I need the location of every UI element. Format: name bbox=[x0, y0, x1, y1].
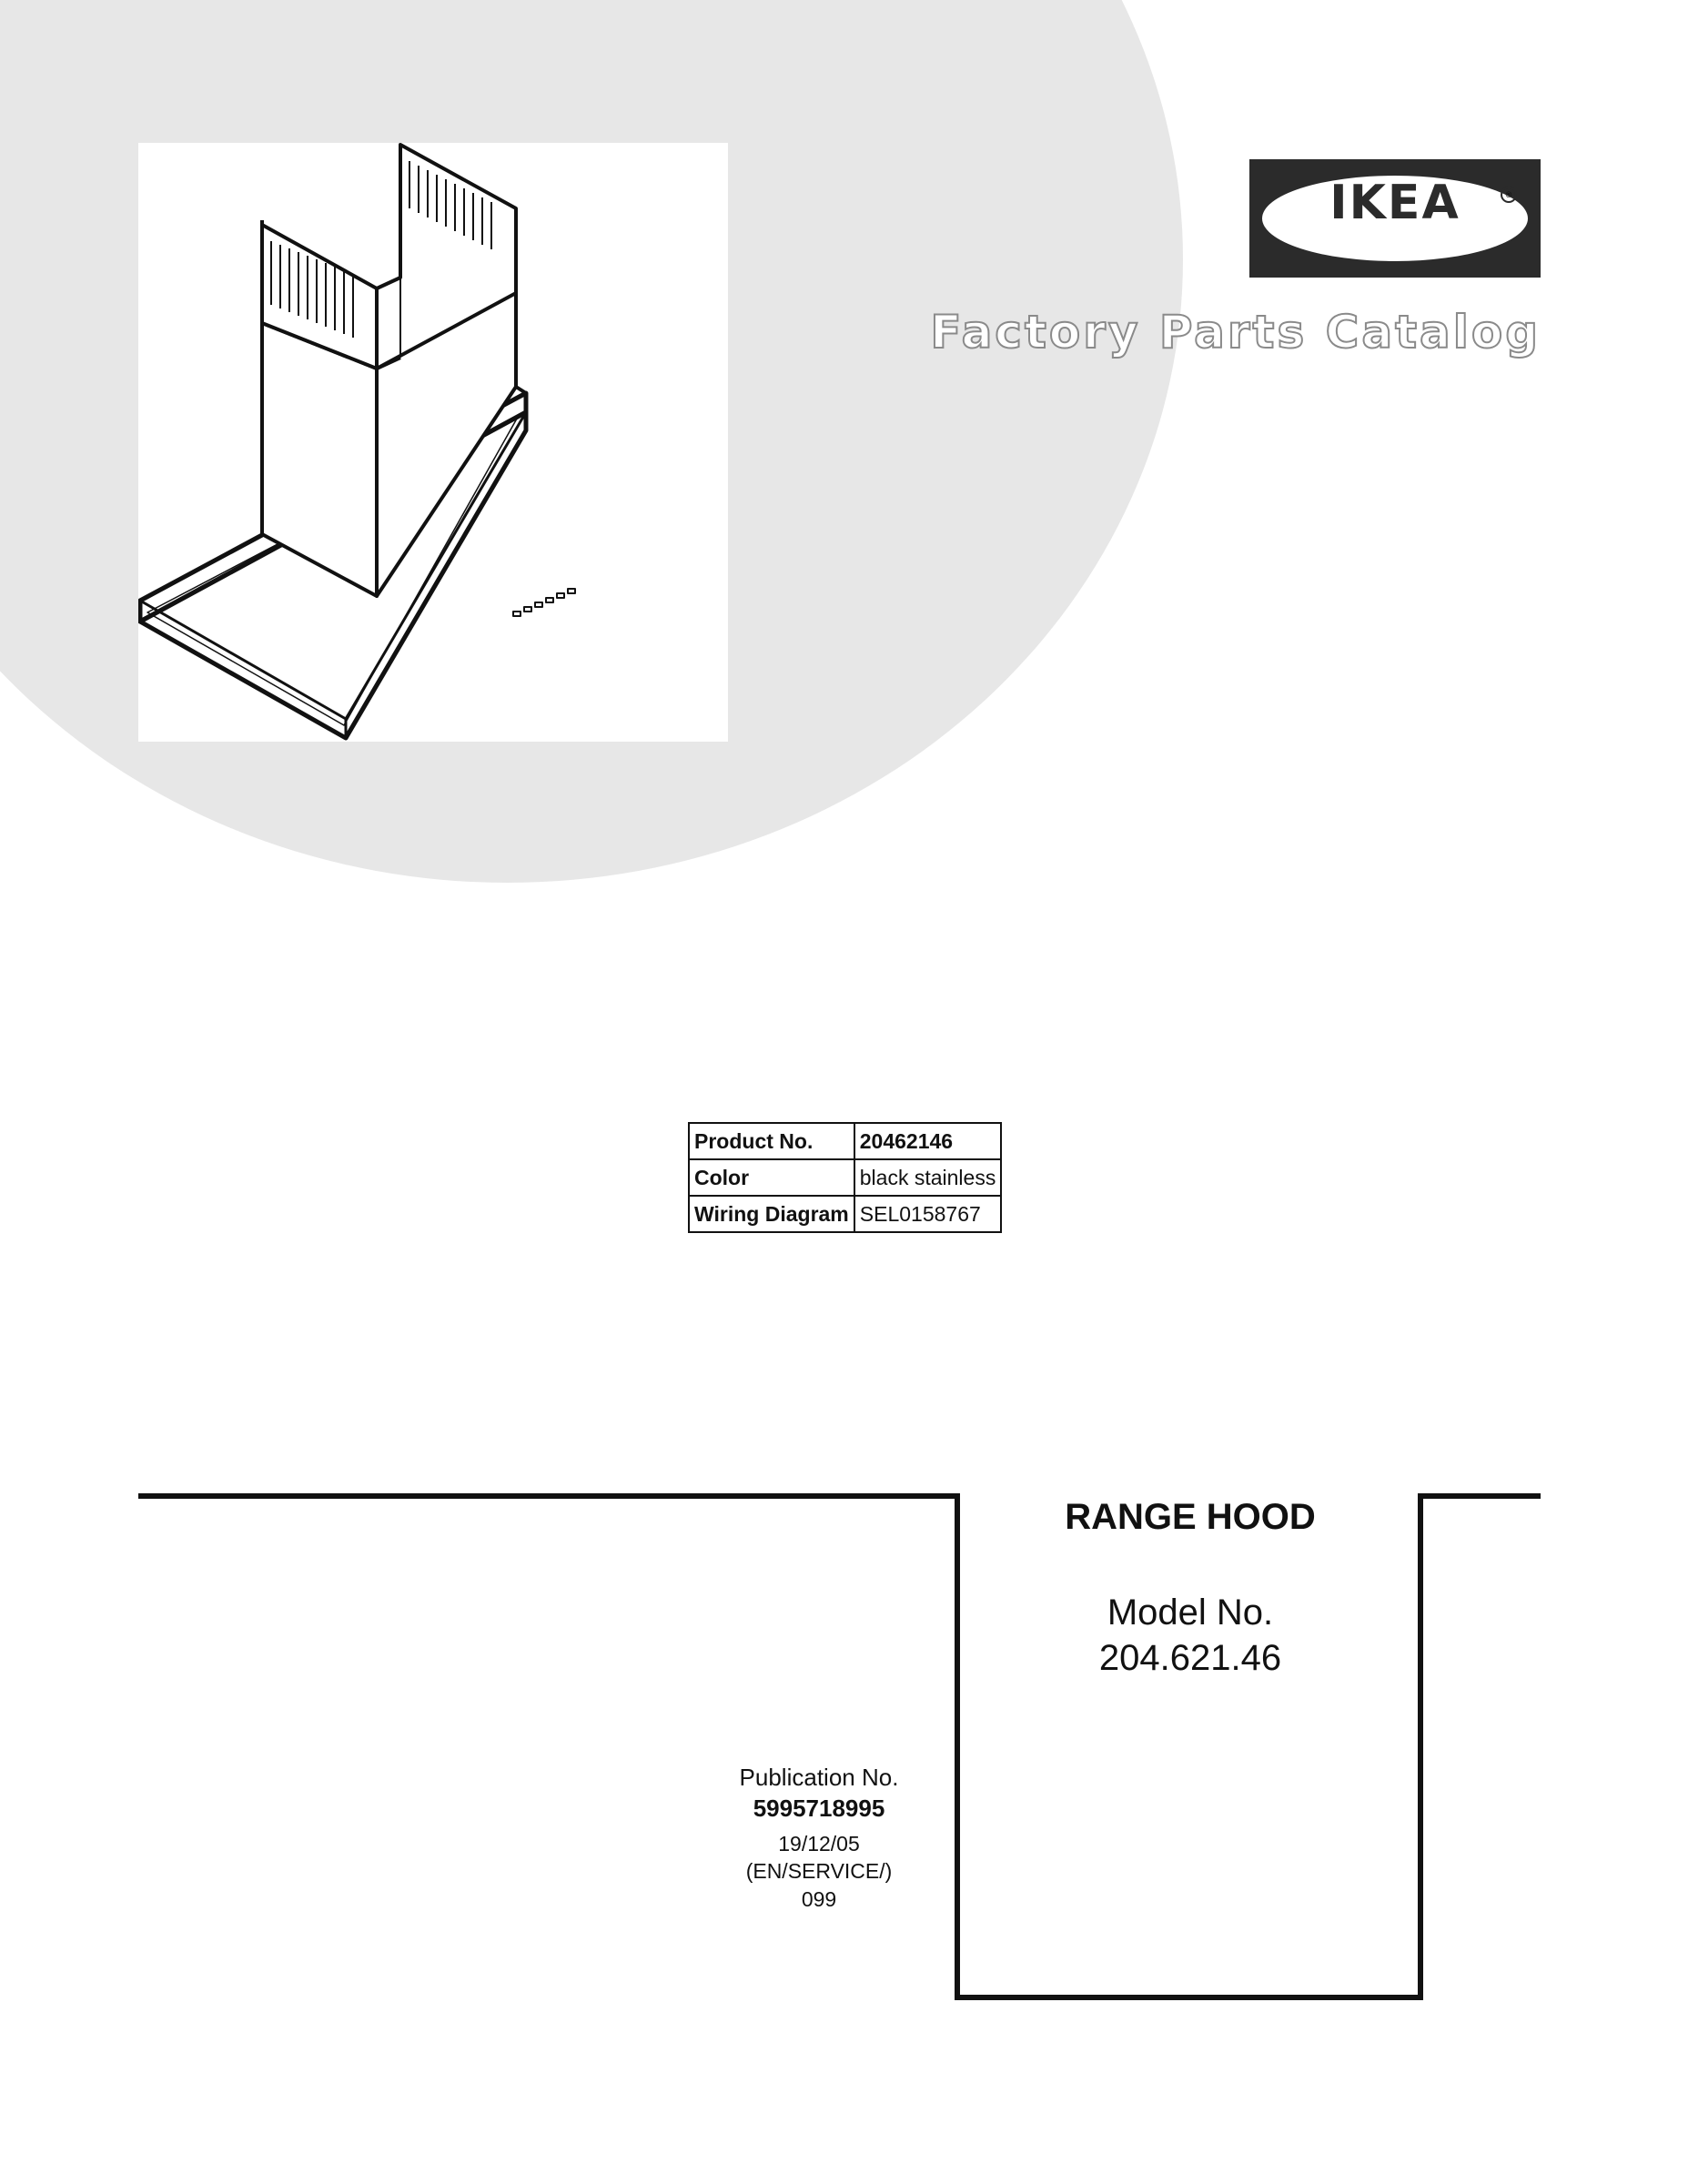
table-row bbox=[689, 1123, 1001, 1159]
product-info-table bbox=[688, 1122, 1002, 1233]
wiring-diagram-label: Wiring Diagram bbox=[689, 1196, 854, 1232]
publication-code: (EN/SERVICE/) bbox=[745, 1859, 893, 1883]
range-hood-icon bbox=[138, 143, 728, 742]
color-label: Color bbox=[689, 1159, 854, 1196]
frame-line-left-top bbox=[138, 1493, 960, 1499]
frame-line-right-vertical bbox=[1418, 1493, 1423, 2000]
wiring-diagram-value: SEL0158767 bbox=[854, 1196, 1002, 1232]
range-hood-illustration bbox=[138, 143, 728, 742]
color-value: black stainless bbox=[854, 1159, 1002, 1196]
product-no-value: 20462146 bbox=[854, 1123, 1002, 1159]
frame-line-left-vertical bbox=[955, 1493, 960, 2000]
product-no-label: Product No. bbox=[689, 1123, 854, 1159]
table-row bbox=[689, 1159, 1001, 1196]
catalog-title: Factory Parts Catalog bbox=[930, 306, 1541, 359]
publication-code-2: 099 bbox=[801, 1887, 837, 1911]
publication-label: Publication No. bbox=[739, 1764, 899, 1791]
ikea-logo bbox=[1249, 159, 1541, 278]
frame-line-right-top bbox=[1418, 1493, 1541, 1499]
publication-number: 5995718995 bbox=[753, 1795, 885, 1822]
model-number: 204.621.46 bbox=[1098, 1638, 1282, 1678]
logo-text: IKEA bbox=[1329, 176, 1461, 230]
registered-mark: ® bbox=[1501, 187, 1517, 203]
product-type: RANGE HOOD bbox=[1065, 1497, 1316, 1537]
table-row bbox=[689, 1196, 1001, 1232]
publication-date: 19/12/05 bbox=[778, 1832, 860, 1855]
frame-line-bottom bbox=[955, 1995, 1423, 2000]
model-label: Model No. bbox=[1107, 1592, 1274, 1633]
